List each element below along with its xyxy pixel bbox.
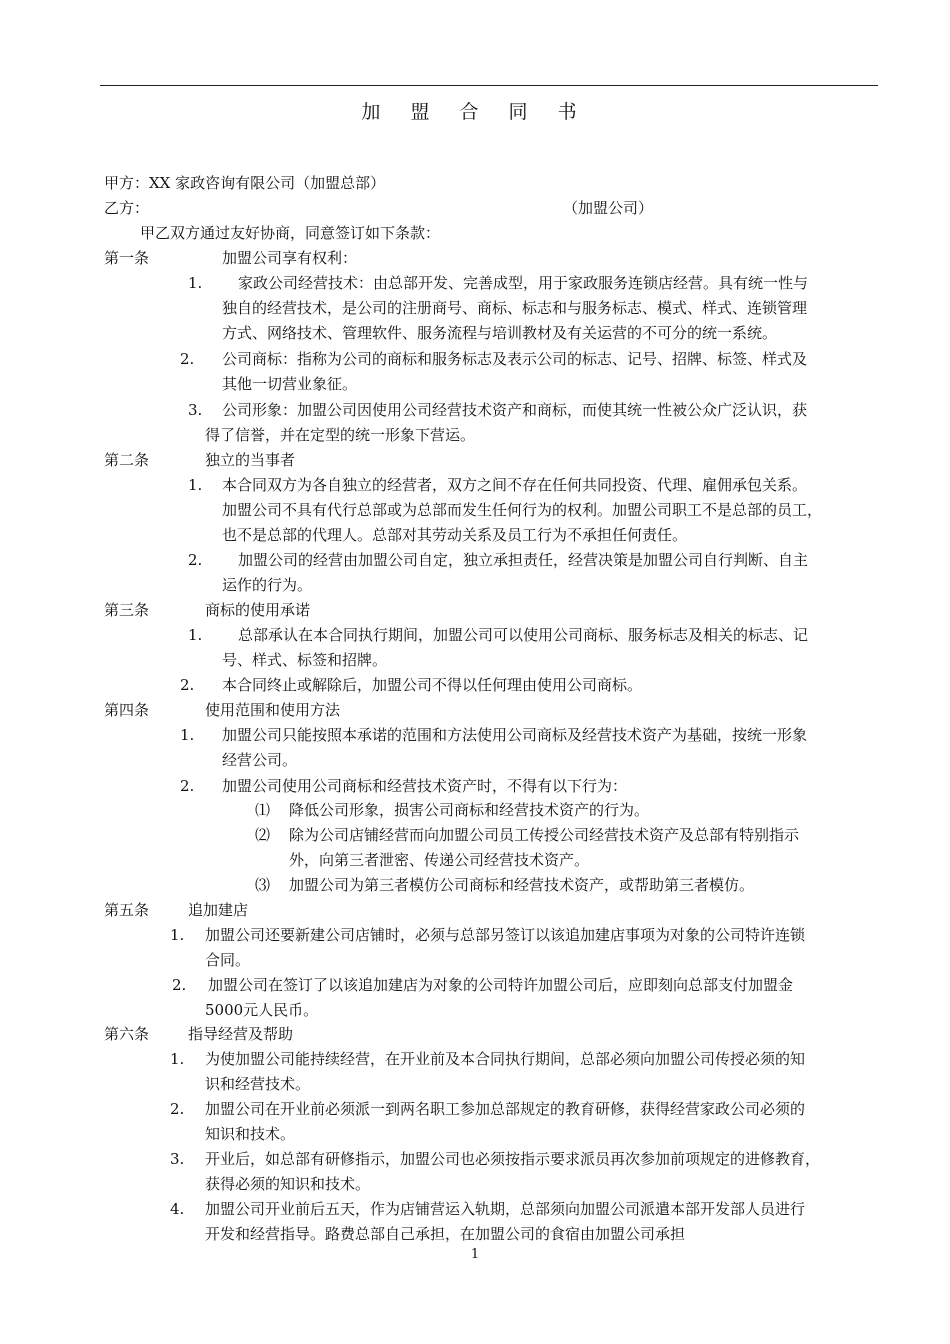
item-text: 也不是总部的代理人。总部对其劳动关系及员工行为不承担任何责任。 xyxy=(222,526,688,544)
item-text: 5000元人民币。 xyxy=(205,1001,319,1019)
item-number: 1. xyxy=(180,726,195,744)
item-text: 公司形象：加盟公司因使用公司经营技术资产和商标，而使其统一性被公众广泛认识，获 xyxy=(222,401,808,419)
item-number: 2. xyxy=(172,976,187,994)
item-text: 合同。 xyxy=(205,951,251,969)
item-text: 识和经营技术。 xyxy=(205,1075,311,1093)
article-4-label: 第四条 xyxy=(104,701,150,719)
item-number: 4. xyxy=(170,1200,185,1218)
item-number: 2. xyxy=(180,350,195,368)
item-text: 知识和技术。 xyxy=(205,1125,296,1143)
article-3-heading: 商标的使用承诺 xyxy=(205,601,311,619)
page-number: 1 xyxy=(470,1247,480,1262)
article-5-label: 第五条 xyxy=(104,901,150,919)
subitem-number: ⑶ xyxy=(255,876,271,894)
item-text: 开业后，如总部有研修指示，加盟公司也必须按指示要求派员再次参加前项规定的进修教育， xyxy=(205,1150,821,1168)
subitem-text: 降低公司形象，损害公司商标和经营技术资产的行为。 xyxy=(289,801,650,819)
item-text: 经营公司。 xyxy=(222,751,298,769)
item-text: 加盟公司不具有代行总部或为总部而发生任何行为的权利。加盟公司职工不是总部的员工， xyxy=(222,501,823,519)
item-number: 1. xyxy=(188,626,203,644)
item-text: 本合同双方为各自独立的经营者，双方之间不存在任何共同投资、代理、雇佣承包关系。 xyxy=(222,476,808,494)
item-text: 加盟公司使用公司商标和经营技术资产时，不得有以下行为： xyxy=(222,777,628,795)
party-b-label: 乙方： xyxy=(104,199,150,217)
item-number: 2. xyxy=(180,676,195,694)
article-3-label: 第三条 xyxy=(104,601,150,619)
item-number: 1. xyxy=(170,1050,185,1068)
item-number: 2. xyxy=(188,551,203,569)
item-text: 加盟公司开业前后五天，作为店铺营运入轨期，总部须向加盟公司派遣本部开发部人员进行 xyxy=(205,1200,806,1218)
article-6-label: 第六条 xyxy=(104,1025,150,1043)
item-text: 公司商标：指称为公司的商标和服务标志及表示公司的标志、记号、招牌、标签、样式及 xyxy=(222,350,808,368)
subitem-text: 除为公司店铺经营而向加盟公司员工传授公司经营技术资产及总部有特别指示 xyxy=(289,826,800,844)
subitem-text: 外，向第三者泄密、传递公司经营技术资产。 xyxy=(289,851,590,869)
intro-text: 甲乙双方通过友好协商，同意签订如下条款： xyxy=(140,224,441,242)
item-text: 本合同终止或解除后，加盟公司不得以任何理由使用公司商标。 xyxy=(222,676,643,694)
item-text: 加盟公司在签订了以该追加建店为对象的公司特许加盟公司后，应即刻向总部支付加盟金 xyxy=(208,976,794,994)
item-number: 2. xyxy=(180,777,195,795)
header-rule xyxy=(100,85,878,86)
item-text: 方式、网络技术、管理软件、服务流程与培训教材及有关运营的不可分的统一系统。 xyxy=(222,324,778,342)
item-text: 加盟公司只能按照本承诺的范围和方法使用公司商标及经营技术资产为基础，按统一形象 xyxy=(222,726,808,744)
article-2-label: 第二条 xyxy=(104,451,150,469)
subitem-text: 加盟公司为第三者模仿公司商标和经营技术资产，或帮助第三者模仿。 xyxy=(289,876,755,894)
item-number: 3. xyxy=(188,401,203,419)
item-number: 1. xyxy=(188,476,203,494)
item-text: 总部承认在本合同执行期间，加盟公司可以使用公司商标、服务标志及相关的标志、记 xyxy=(238,626,809,644)
item-text: 家政公司经营技术：由总部开发、完善成型，用于家政服务连锁店经营。具有统一性与 xyxy=(238,274,809,292)
article-2-heading: 独立的当事者 xyxy=(205,451,296,469)
item-text: 开发和经营指导。路费总部自己承担，在加盟公司的食宿由加盟公司承担 xyxy=(205,1225,686,1243)
item-text: 加盟公司的经营由加盟公司自定，独立承担责任，经营决策是加盟公司自行判断、自主 xyxy=(238,551,809,569)
article-4-heading: 使用范围和使用方法 xyxy=(205,701,341,719)
item-text: 独自的经营技术，是公司的注册商号、商标、标志和与服务标志、模式、样式、连锁管理 xyxy=(222,299,808,317)
item-text: 获得必须的知识和技术。 xyxy=(205,1175,371,1193)
item-text: 运作的行为。 xyxy=(222,576,313,594)
item-number: 3. xyxy=(170,1150,185,1168)
item-text: 得了信誉，并在定型的统一形象下营运。 xyxy=(205,426,476,444)
item-text: 为使加盟公司能持续经营，在开业前及本合同执行期间，总部必须向加盟公司传授必须的知 xyxy=(205,1050,806,1068)
item-text: 加盟公司还要新建公司店铺时，必须与总部另签订以该追加建店事项为对象的公司特许连锁 xyxy=(205,926,806,944)
item-number: 1. xyxy=(188,274,203,292)
article-1-heading: 加盟公司享有权利： xyxy=(222,249,358,267)
article-6-heading: 指导经营及帮助 xyxy=(188,1025,294,1043)
item-text: 加盟公司在开业前必须派一到两名职工参加总部规定的教育研修，获得经营家政公司必须的 xyxy=(205,1100,806,1118)
subitem-number: ⑵ xyxy=(255,826,271,844)
item-number: 2. xyxy=(170,1100,185,1118)
document-title: 加 盟 合 同 书 xyxy=(361,101,589,123)
article-1-label: 第一条 xyxy=(104,249,150,267)
article-5-heading: 追加建店 xyxy=(188,901,249,919)
party-a: 甲方：XX 家政咨询有限公司（加盟总部） xyxy=(104,174,386,192)
item-number: 1. xyxy=(170,926,185,944)
subitem-number: ⑴ xyxy=(255,801,271,819)
party-b-role: （加盟公司） xyxy=(563,199,654,217)
item-text: 号、样式、标签和招牌。 xyxy=(222,651,388,669)
item-text: 其他一切营业象征。 xyxy=(222,375,358,393)
